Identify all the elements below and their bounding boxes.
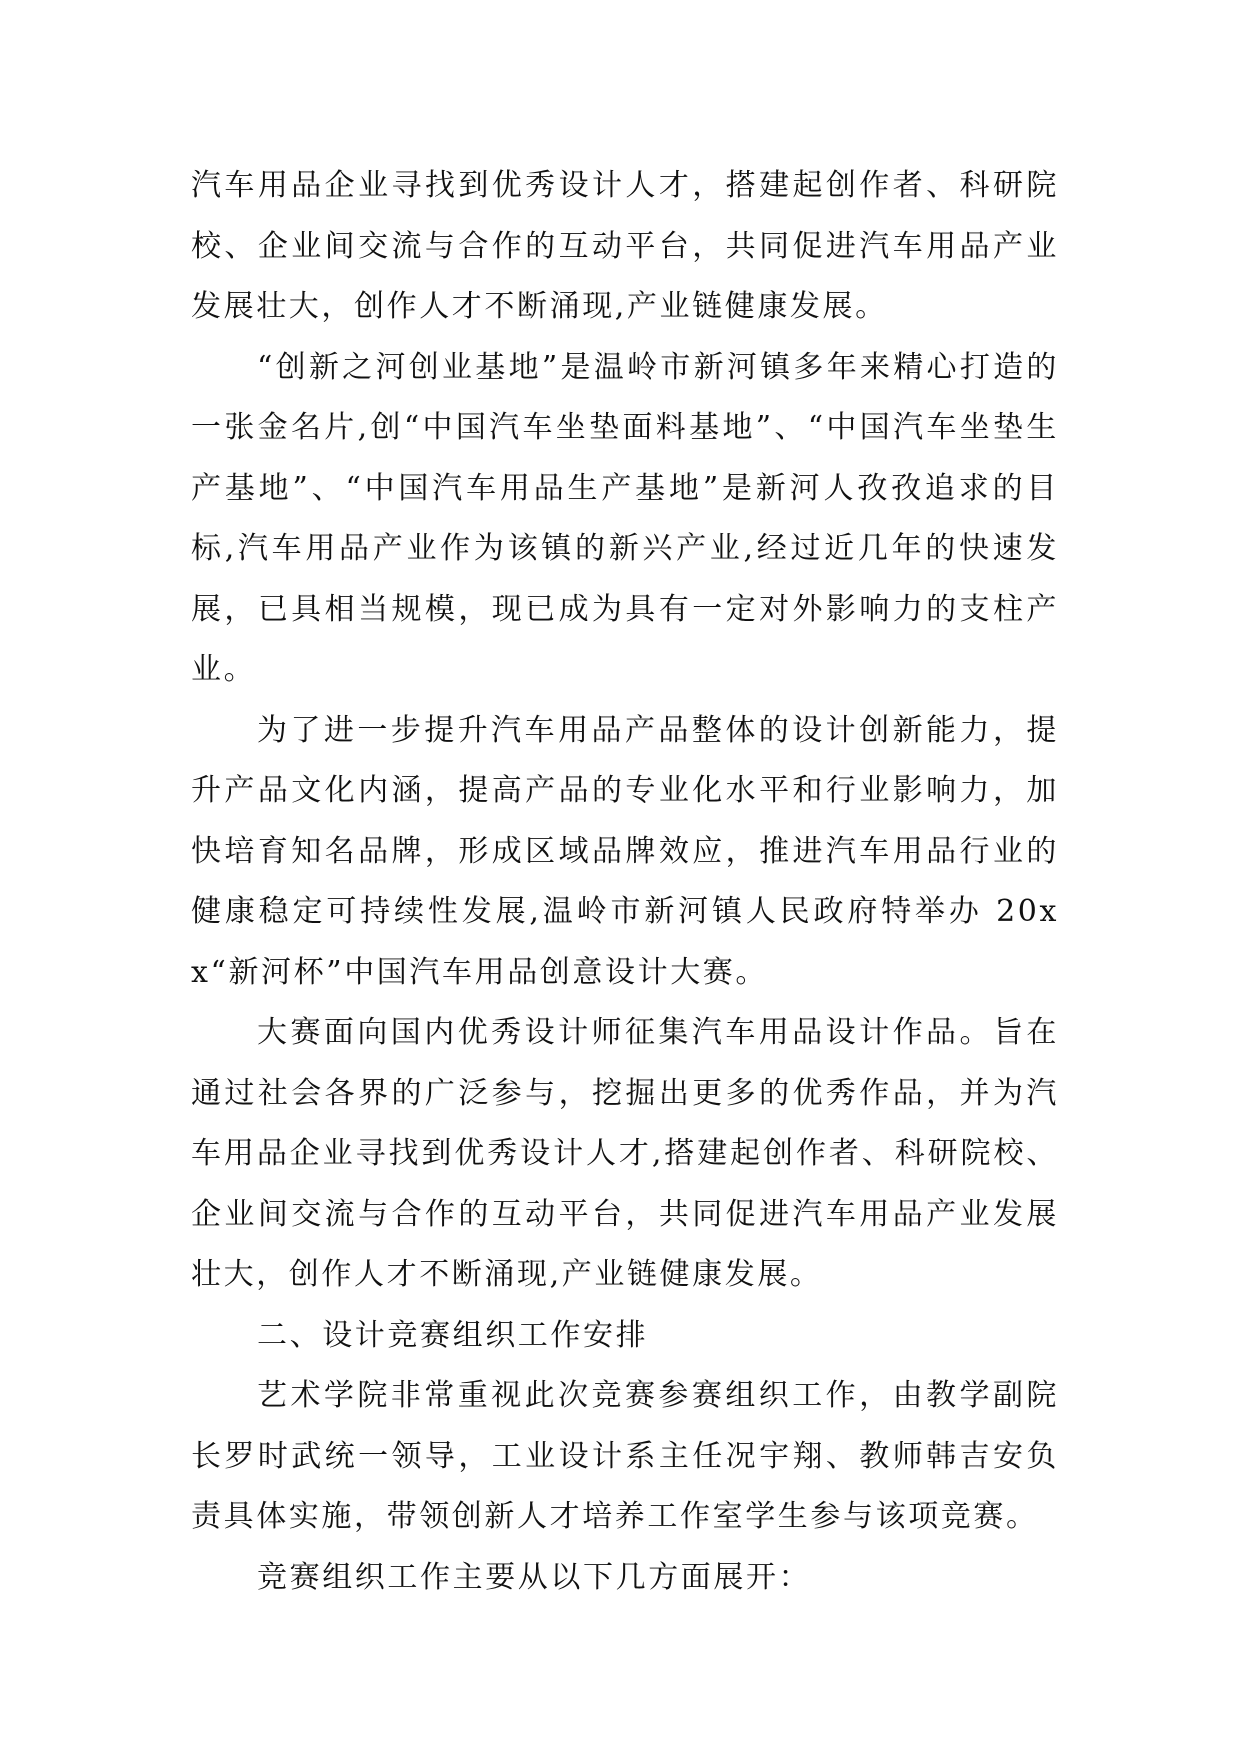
paragraph-competition-purpose: 为了进一步提升汽车用品产品整体的设计创新能力，提升产品文化内涵，提高产品的专业化水平和行业影响力，加快培育知名品牌，形成区域品牌效应，推进汽车用品行业的健康稳定可持续性发展,温岭市新河镇人民政府特举办 20xx“新河杯”中国汽车用品创意设计大赛。 [191, 712, 1059, 990]
paragraph-competition-goal: 大赛面向国内优秀设计师征集汽车用品设计作品。旨在通过社会各界的广泛参与，挖掘出更多的优秀作品，并为汽车用品企业寻找到优秀设计人才,搭建起创作者、科研院校、企业间交流与合作的互动平台，共同促进汽车用品产业发展壮大，创作人才不断涌现,产业链健康发展。 [191, 1015, 1059, 1292]
paragraph-organization: 艺术学院非常重视此次竞赛参赛组织工作，由教学副院长罗时武统一领导，工业设计系主任况宇翔、教师韩吉安负责具体实施，带领创新人才培养工作室学生参与该项竞赛。 [191, 1378, 1059, 1534]
paragraph-continuation: 汽车用品企业寻找到优秀设计人才，搭建起创作者、科研院校、企业间交流与合作的互动平台，共同促进汽车用品产业发展壮大，创作人才不断涌现,产业链健康发展。 [191, 168, 1059, 324]
paragraph-work-aspects: 竞赛组织工作主要从以下几方面展开： [257, 1559, 812, 1595]
section-heading: 二、设计竞赛组织工作安排 [257, 1317, 649, 1353]
paragraph-base-intro: “创新之河创业基地”是温岭市新河镇多年来精心打造的一张金名片,创“中国汽车坐垫面料基地”、“中国汽车坐垫生产基地”、“中国汽车用品生产基地”是新河人孜孜追求的目标,汽车用品产业作为该镇的新兴产业,经过近几年的快速发展，已具相当规模，现已成为具有一定对外影响力的支柱产业。 [191, 349, 1059, 687]
document-page [191, 156, 1059, 1608]
